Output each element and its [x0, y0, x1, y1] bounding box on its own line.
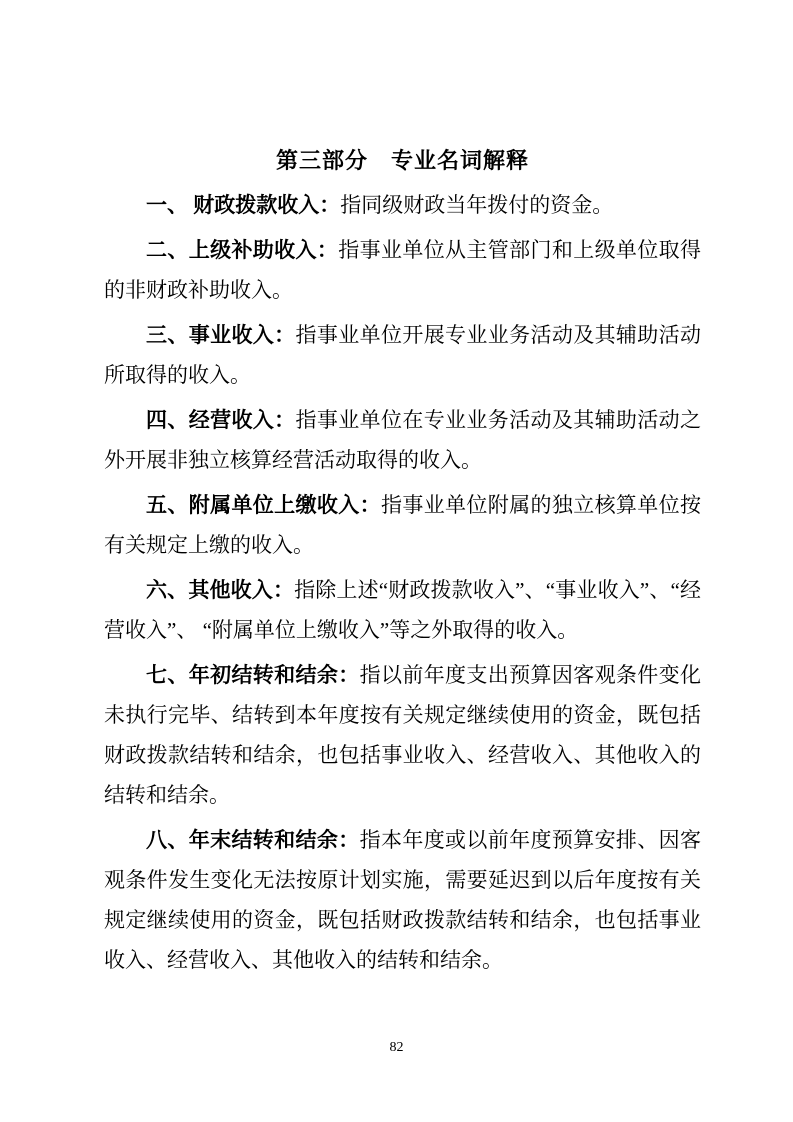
- term-paragraph: [104, 570, 701, 650]
- terms-list: [104, 185, 701, 980]
- term-definition: 指同级财政当年拨付的资金。: [340, 193, 614, 217]
- term-definition: 指事业单位从主管部门和上级单位取得的非财政补助收入。: [104, 238, 702, 302]
- term-paragraph: [104, 315, 701, 395]
- term-paragraph: [104, 655, 701, 815]
- term-label: 八、年末结转和结余：: [146, 828, 360, 852]
- page-title: 第三部分 专业名词解释: [275, 148, 529, 173]
- term-definition: 指以前年度支出预算因客观条件变化未执行完毕、结转到本年度按有关规定继续使用的资金，既包括财政拨款结转和结余，也包括事业收入、经营收入、其他收入的结转和结余。: [104, 663, 702, 807]
- term-definition: 指本年度或以前年度预算安排、因客观条件发生变化无法按原计划实施，需要延迟到以后年度按有关规定继续使用的资金，既包括财政拨款结转和结余，也包括事业收入、经营收入、其他收入的结转和结余。: [104, 828, 702, 972]
- term-paragraph: [104, 400, 701, 480]
- term-paragraph: [104, 820, 701, 980]
- term-label: 七、年初结转和结余：: [146, 663, 360, 687]
- term-label: 六、其他收入：: [146, 578, 295, 602]
- term-paragraph: [104, 185, 701, 225]
- term-label: 三、事业收入：: [146, 323, 296, 347]
- term-definition: 指事业单位开展专业业务活动及其辅助活动所取得的收入。: [104, 323, 702, 387]
- term-definition: 指事业单位附属的独立核算单位按有关规定上缴的收入。: [104, 493, 702, 557]
- term-label: 四、经营收入：: [146, 408, 296, 432]
- term-paragraph: [104, 230, 701, 310]
- page-number: 82: [389, 1040, 404, 1055]
- term-paragraph: [104, 485, 701, 565]
- term-label: 二、上级补助收入：: [146, 238, 339, 262]
- term-definition: 指除上述“财政拨款收入”、“事业收入”、“经营收入”、 “附属单位上缴收入”等之外取得的收入。: [104, 578, 702, 642]
- term-label: 一、 财政拨款收入：: [146, 193, 341, 217]
- term-label: 五、附属单位上缴收入：: [146, 493, 381, 517]
- term-definition: 指事业单位在专业业务活动及其辅助活动之外开展非独立核算经营活动取得的收入。: [104, 408, 702, 472]
